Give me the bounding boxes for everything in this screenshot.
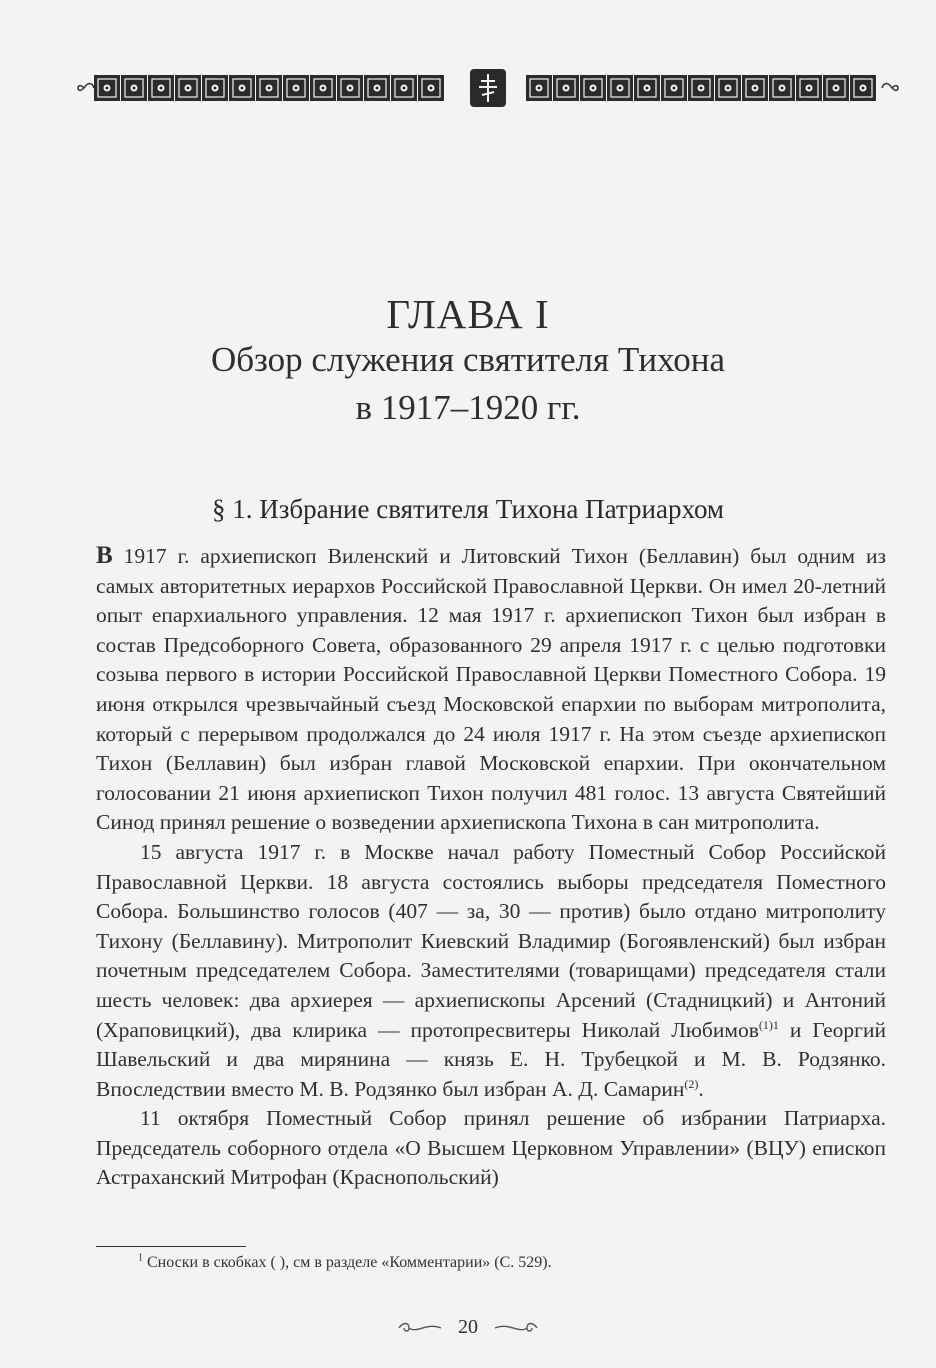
ornament-tile-dot-inner [133, 87, 136, 90]
ornament-tile-dot-inner [430, 87, 433, 90]
ornament-tile-dot-inner [673, 87, 676, 90]
ornament-tile-dot-inner [187, 87, 190, 90]
paragraph-1-text: 1917 г. архиепископ Виленский и Литовский Тихон (Беллавин) был одним из самых авторитетных иерархов Российской Православной Церкви. Он имел 20-летний опыт епархиального управления. 12 мая 1917 г. архиепископ Тихон был избран в состав Предсоборного Совета, образованного 29 апреля 1917 г. с целью подготовки созыва первого в истории Российской Православной Церкви Поместного Собора. 19 июня открылся чрезвычайный съезд Московской епархии по выборам митрополита, который с перерывом продолжался до 24 июля 1917 г. На этом съезде архиепископ Тихон (Беллавин) был избран главой Московской епархии. При окончательном голосовании 21 июня архиепископ Тихон получил 481 голос. 13 августа Святейший Синод принял решение о возведении архиепископа Тихона в сан митрополита. [96, 544, 886, 835]
ornament-tile-dot-inner [781, 87, 784, 90]
ornament-tile-dot-inner [214, 87, 217, 90]
ornament-tile-dot-inner [295, 87, 298, 90]
ornament-curl-left [78, 84, 94, 91]
ornament-tile-dot-inner [376, 87, 379, 90]
paragraph-2-text-b: и Георгий Шавельский и два мирянина — князь Е. Н. Трубецкой и М. В. Родзянко. Впоследствии вместо М. В. Родзянко был избран А. Д. Самарин [96, 1017, 886, 1101]
ornament-tile-dot-inner [646, 87, 649, 90]
chapter-title-line1: Обзор служения святителя Тихона [210, 340, 726, 379]
ornament-tile-dot-inner [754, 87, 757, 90]
ornament-tile-dot-inner [727, 87, 730, 90]
ornament-tile-dot-inner [862, 87, 865, 90]
footnote [138, 1254, 858, 1272]
page-number: 20 [458, 1316, 478, 1338]
paragraph-1 [96, 541, 886, 838]
ornament-tile-dot-inner [538, 87, 541, 90]
ornament-curl-right [882, 84, 898, 91]
paragraph-2-text-c: . [698, 1076, 704, 1101]
ornament-tile-dot-inner [241, 87, 244, 90]
footnote-ref-1: (1)1 [758, 1017, 779, 1032]
ornament-tile-dot-inner [835, 87, 838, 90]
ornament-tile-dot-inner [403, 87, 406, 90]
paragraph-3 [96, 1104, 886, 1193]
ornament-tile-dot-inner [106, 87, 109, 90]
page-footer [0, 1316, 936, 1339]
body-text [96, 541, 886, 1193]
footnote-marker: 1 [138, 1252, 143, 1264]
paragraph-2 [96, 838, 886, 1104]
ornament-tile-dot-inner [808, 87, 811, 90]
ornament-tile-dot-inner [700, 87, 703, 90]
header-ornament [72, 68, 904, 108]
chapter-title-line2: в 1917–1920 гг. [355, 388, 581, 427]
ornament-tile-dot-inner [565, 87, 568, 90]
ornament-tile-dot-inner [619, 87, 622, 90]
footnote-text: Сноски в скобках ( ), см в разделе «Комментарии» (С. 529). [143, 1254, 552, 1271]
drop-cap: В [96, 542, 113, 569]
chapter-number: ГЛАВА I [386, 291, 550, 337]
ornament-tile-dot-inner [268, 87, 271, 90]
ornament-tile-dot-inner [592, 87, 595, 90]
ornament-tile-dot-inner [160, 87, 163, 90]
paragraph-3-text: 11 октября Поместный Собор принял решение об избрании Патриарха. Председатель соборного отдела «О Высшем Церковном Управлении» (ВЦУ) епископ Астраханский Митрофан (Краснопольский) [96, 1106, 886, 1190]
footnote-rule [96, 1246, 246, 1247]
swirl-left-icon [397, 1320, 443, 1336]
paragraph-2-text-a: 15 августа 1917 г. в Москве начал работу Поместный Собор Российской Православной Церкви. 18 августа состоялись выборы председателя Поместного Собора. Большинство голосов (407 — за, 30 — против) было отдано митрополиту Тихону (Беллавину). Митрополит Киевский Владимир (Богоявленский) был избран почетным председателем Собора. Заместителями (товарищами) председателя стали шесть человек: два архиерея — архиепископы Арсений (Стадницкий) и Антоний (Храповицкий), два клирика — протопресвитеры Николай Любимов [96, 839, 886, 1042]
ornament-tile-dot-inner [349, 87, 352, 90]
section-title: § 1. Избрание святителя Тихона Патриархом [211, 494, 725, 524]
ornament-tile-dot-inner [322, 87, 325, 90]
swirl-right-icon [493, 1320, 539, 1336]
footnote-ref-2: (2) [684, 1076, 699, 1091]
